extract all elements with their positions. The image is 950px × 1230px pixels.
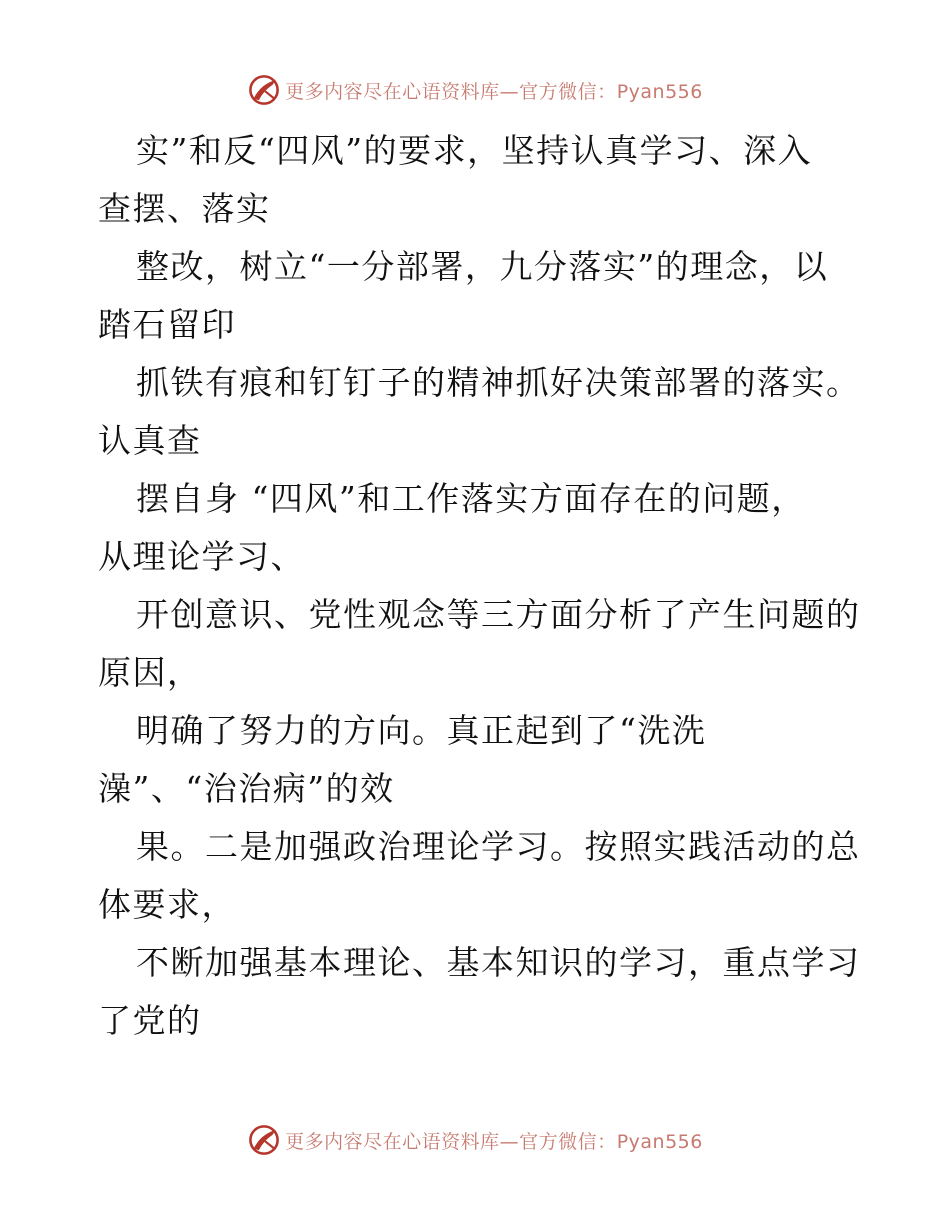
header-banner-text — [285, 77, 703, 104]
body-line: 不断加强基本理论、基本知识的学习，重点学习 — [136, 943, 861, 982]
header-banner-title: 更多内容尽在心语资料库 — [285, 80, 500, 103]
body-line: 开创意识、党性观念等三方面分析了产生问题的 — [136, 595, 861, 634]
body-line: 查摆、落实 — [98, 189, 271, 228]
body-line: 实”和反“四风”的要求，坚持认真学习、深入 — [136, 131, 813, 170]
body-line: 从理论学习、 — [98, 537, 305, 576]
body-line: 摆自身 “四风”和工作落实方面存在的问题， — [136, 479, 806, 518]
header-banner-contact-label: 官方微信： — [519, 80, 617, 103]
pen-logo-icon — [247, 1123, 281, 1157]
header-banner — [0, 70, 950, 110]
body-line: 果。二是加强政治理论学习。按照实践活动的总 — [136, 827, 861, 866]
document-body — [98, 122, 861, 1050]
body-line: 原因， — [98, 653, 202, 692]
footer-banner-contact-label: 官方微信： — [519, 1130, 617, 1153]
header-banner-separator: — — [499, 80, 520, 103]
body-line: 踏石留印 — [98, 305, 236, 344]
body-line: 了党的 — [98, 1001, 202, 1040]
footer-banner-separator: — — [499, 1130, 520, 1153]
body-line: 明确了努力的方向。真正起到了“洗洗 — [136, 711, 707, 750]
footer-banner-text — [285, 1127, 703, 1154]
body-line: 澡”、“治治病”的效 — [98, 769, 395, 808]
footer-banner-title: 更多内容尽在心语资料库 — [285, 1130, 500, 1153]
body-line: 认真查 — [98, 421, 202, 460]
header-banner-handle: Pyan556 — [616, 80, 703, 103]
body-line: 体要求， — [98, 885, 236, 924]
body-line: 抓铁有痕和钉钉子的精神抓好决策部署的落实。 — [136, 363, 861, 402]
body-line: 整改，树立“一分部署，九分落实”的理念，以 — [136, 247, 829, 286]
footer-banner — [0, 1120, 950, 1160]
footer-banner-handle: Pyan556 — [616, 1130, 703, 1153]
pen-logo-icon — [247, 73, 281, 107]
